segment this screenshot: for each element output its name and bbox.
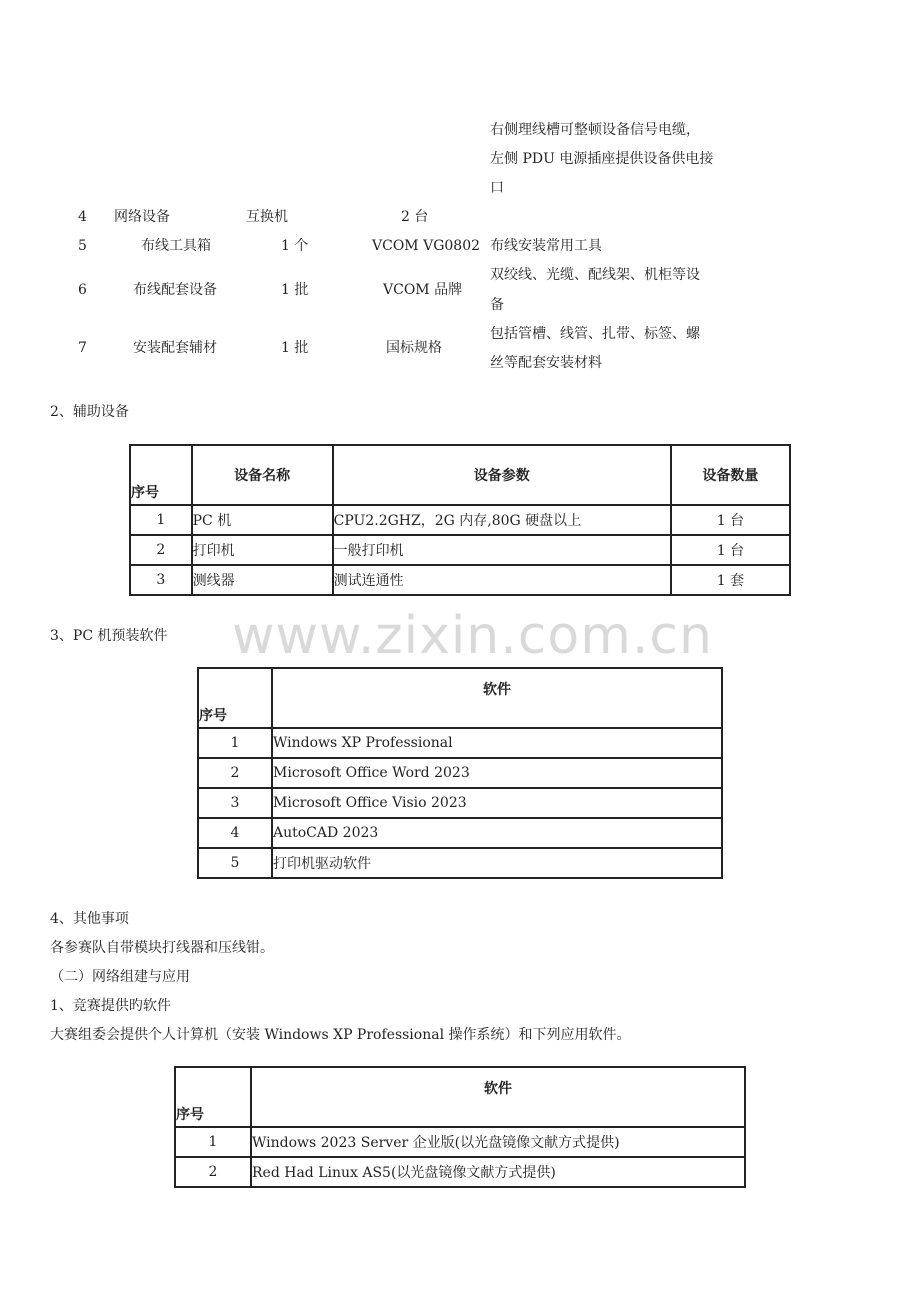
table-row xyxy=(130,535,790,565)
cell-seq: 2 xyxy=(198,758,272,788)
note-line-1: 右侧理线槽可整顿设备信号电缆， xyxy=(490,122,700,138)
pc-software-table xyxy=(197,667,723,879)
row7-spec: 国标规格 xyxy=(386,340,442,356)
cell-count: 1 套 xyxy=(671,565,790,595)
table-row xyxy=(130,505,790,535)
row5-qty: 1 个 xyxy=(281,238,309,254)
row7-remark-1: 包括管槽、线管、扎带、标签、螺 xyxy=(490,326,700,342)
row6-remark-1: 双绞线、光缆、配线架、机柜等设 xyxy=(490,267,700,283)
cell-count: 1 台 xyxy=(671,505,790,535)
cell-seq: 4 xyxy=(198,818,272,848)
table-row xyxy=(198,848,722,878)
row4-qty: 互换机 xyxy=(246,209,288,225)
row7-name: 安装配套辅材 xyxy=(133,340,217,356)
col-header-params: 设备参数 xyxy=(333,445,671,505)
col-header-seq: 序号 xyxy=(130,445,192,505)
cell-software: Windows 2023 Server 企业版(以光盘镜像文献方式提供) xyxy=(251,1127,745,1157)
table-row xyxy=(198,788,722,818)
cell-seq: 2 xyxy=(175,1157,251,1187)
cell-software: Microsoft Office Visio 2023 xyxy=(272,788,722,818)
cell-software: Microsoft Office Word 2023 xyxy=(272,758,722,788)
note-line-2: 左侧 PDU 电源插座提供设备供电接 xyxy=(490,151,714,167)
section4-line4: 大赛组委会提供个人计算机（安装 Windows XP Professional 操作系统）和下列应用软件。 xyxy=(50,1027,631,1043)
cell-software: Red Had Linux AS5(以光盘镜像文献方式提供) xyxy=(251,1157,745,1187)
table-row xyxy=(198,818,722,848)
cell-seq: 5 xyxy=(198,848,272,878)
cell-params: 测试连通性 xyxy=(333,565,671,595)
cell-seq: 2 xyxy=(130,535,192,565)
row5-name: 布线工具箱 xyxy=(141,238,211,254)
table-row xyxy=(175,1127,745,1157)
cell-seq: 1 xyxy=(175,1127,251,1157)
cell-count: 1 台 xyxy=(671,535,790,565)
row6-spec: VCOM 品牌 xyxy=(383,282,463,298)
row6-remark-2: 备 xyxy=(490,297,504,313)
cell-seq: 1 xyxy=(130,505,192,535)
cell-name: 打印机 xyxy=(192,535,333,565)
row6-qty: 1 批 xyxy=(281,282,309,298)
col-header-seq: 序号 xyxy=(175,1067,251,1127)
cell-software: AutoCAD 2023 xyxy=(272,818,722,848)
table-row xyxy=(198,758,722,788)
row4-name: 网络设备 xyxy=(114,209,170,225)
row6-name: 布线配套设备 xyxy=(133,282,217,298)
table-row xyxy=(130,565,790,595)
col-header-name: 设备名称 xyxy=(192,445,333,505)
table-row xyxy=(198,728,722,758)
watermark: www.zixin.com.cn xyxy=(232,606,713,666)
cell-name: 测线器 xyxy=(192,565,333,595)
row5-no: 5 xyxy=(78,238,87,254)
row7-no: 7 xyxy=(78,340,87,356)
row7-remark-2: 丝等配套安装材料 xyxy=(490,355,602,371)
cell-seq: 3 xyxy=(130,565,192,595)
section4-line2: （二）网络组建与应用 xyxy=(50,969,190,985)
section3-heading: 3、PC 机预装软件 xyxy=(50,628,168,644)
row6-no: 6 xyxy=(78,282,87,298)
cell-params: CPU2.2GHZ，2G 内存,80G 硬盘以上 xyxy=(333,505,671,535)
row4-spec: 2 台 xyxy=(401,209,429,225)
col-header-software: 软件 xyxy=(272,668,722,728)
col-header-count: 设备数量 xyxy=(671,445,790,505)
col-header-software: 软件 xyxy=(251,1067,745,1127)
cell-software: Windows XP Professional xyxy=(272,728,722,758)
note-line-3: 口 xyxy=(490,180,504,196)
row7-qty: 1 批 xyxy=(281,340,309,356)
cell-params: 一般打印机 xyxy=(333,535,671,565)
section4-line1: 各参赛队自带模块打线器和压线钳。 xyxy=(50,940,274,956)
section4-heading: 4、其他事项 xyxy=(50,911,129,927)
row5-spec: VCOM VG0802 xyxy=(372,238,481,254)
section2-heading: 2、辅助设备 xyxy=(50,404,129,420)
section4-line3: 1、竞赛提供旳软件 xyxy=(50,998,171,1014)
cell-seq: 1 xyxy=(198,728,272,758)
cell-software: 打印机驱动软件 xyxy=(272,848,722,878)
competition-software-table xyxy=(174,1066,746,1188)
cell-name: PC 机 xyxy=(192,505,333,535)
row4-no: 4 xyxy=(78,209,87,225)
aux-equipment-table xyxy=(129,444,791,596)
col-header-seq: 序号 xyxy=(198,668,272,728)
row5-remark: 布线安装常用工具 xyxy=(490,238,602,254)
cell-seq: 3 xyxy=(198,788,272,818)
table-row xyxy=(175,1157,745,1187)
